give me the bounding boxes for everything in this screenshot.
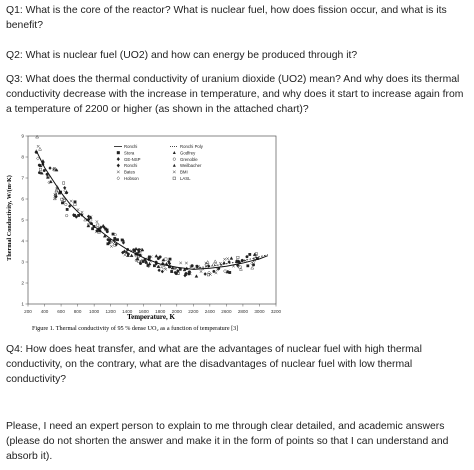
data-point — [121, 239, 123, 241]
data-point — [77, 214, 79, 216]
x-tick-label: 200 — [24, 309, 32, 314]
legend-label: GE-NSP — [124, 156, 141, 162]
data-point — [247, 265, 249, 267]
legend-label: Ronchi — [124, 144, 138, 149]
legend-label: Stora — [124, 150, 135, 156]
data-point — [39, 148, 42, 151]
fit-curve — [36, 151, 267, 270]
legend-symbol — [173, 151, 176, 154]
legend-symbol — [173, 158, 176, 161]
data-point — [111, 241, 114, 244]
y-tick-label: 4 — [21, 239, 24, 245]
question-3: Q3: What does the thermal conductivity of uranium dioxide (UO2) mean? And why does its thermal conductivity decrease with the increase in temperature, and why does it start to increase again from a temperature of 2200 or higher (as shown in the attached chart)? — [6, 74, 464, 115]
data-point — [38, 164, 41, 167]
data-point — [106, 229, 108, 231]
data-point — [158, 269, 161, 272]
y-tick-label: 8 — [21, 155, 24, 161]
x-tick-label: 2600 — [221, 309, 232, 314]
question-4: Q4: How does heat transfer, and what are the advantages of nuclear fuel with high thermal conductivity, on the contrary, what are the disadvantages of nuclear fuel with low thermal conductivity? — [6, 344, 422, 385]
data-point — [251, 266, 254, 269]
data-point — [162, 258, 165, 261]
x-tick-label: 1000 — [89, 309, 100, 314]
data-point — [74, 201, 76, 203]
legend-label: Godfrey — [180, 150, 196, 156]
data-point — [224, 270, 227, 273]
legend-label: Bates — [124, 169, 135, 175]
data-point — [116, 239, 118, 241]
x-tick-label: 2400 — [204, 309, 215, 314]
x-tick-label: 1200 — [105, 309, 116, 314]
data-point — [107, 238, 110, 241]
data-point — [213, 270, 216, 273]
data-point — [132, 248, 135, 251]
x-tick-label: 3000 — [254, 309, 265, 314]
plot-frame — [28, 136, 276, 304]
x-tick-label: 2200 — [188, 309, 199, 314]
data-point — [252, 264, 255, 267]
data-point — [124, 254, 127, 257]
data-point — [65, 203, 68, 206]
data-point — [153, 265, 155, 267]
data-point — [96, 220, 99, 223]
data-point — [239, 268, 242, 271]
x-tick-label: 1600 — [138, 309, 149, 314]
data-point — [164, 268, 167, 271]
x-tick-label: 1400 — [122, 309, 133, 314]
legend-symbol — [117, 157, 120, 160]
data-point — [170, 270, 172, 272]
data-point — [130, 254, 133, 257]
question-2: Q2: What is nuclear fuel (UO2) and how can energy be produced through it? — [6, 50, 358, 61]
y-axis-label: Thermal Conductivity, W/(m·K) — [6, 175, 13, 261]
x-tick-label: 400 — [40, 309, 49, 314]
thermal-conductivity-figure — [6, 128, 286, 333]
data-point — [179, 268, 181, 270]
data-point — [91, 228, 93, 230]
data-point — [214, 260, 217, 263]
data-point — [43, 169, 46, 172]
data-point — [230, 257, 233, 260]
legend-label: Ronchi Poly — [180, 144, 203, 149]
data-point — [226, 257, 229, 260]
data-point — [49, 166, 52, 169]
y-tick-label: 2 — [21, 281, 24, 287]
x-tick-label: 1800 — [155, 309, 166, 314]
thermal-conductivity-chart — [6, 128, 286, 333]
data-point — [249, 253, 251, 255]
data-point — [159, 256, 162, 259]
x-tick-label: 2800 — [237, 309, 249, 314]
data-point — [54, 193, 57, 196]
data-point — [97, 224, 99, 226]
legend-symbol — [117, 151, 120, 154]
data-point — [114, 237, 116, 239]
data-point — [70, 200, 73, 203]
question-1: Q1: What is the core of the reactor? What is nuclear fuel, how does fission occur, and what is its benefit? — [6, 5, 447, 31]
data-point — [185, 262, 188, 265]
legend-symbol — [173, 177, 176, 180]
data-point — [74, 203, 76, 205]
data-point — [246, 255, 249, 258]
y-tick-label: 3 — [21, 260, 24, 266]
data-point — [204, 272, 207, 275]
data-point — [163, 267, 166, 270]
legend-symbol — [117, 164, 120, 167]
data-point — [66, 208, 68, 210]
legend-label: BMI — [180, 169, 188, 175]
x-tick-label: 800 — [73, 309, 82, 314]
data-point — [36, 157, 39, 160]
data-point — [137, 249, 140, 252]
legend-symbol — [117, 177, 120, 180]
y-tick-label: 5 — [21, 218, 24, 224]
data-point — [229, 271, 231, 273]
data-point — [122, 241, 125, 244]
y-tick-label: 7 — [21, 176, 24, 182]
data-point — [165, 258, 167, 260]
legend-label: Weilbacher — [180, 163, 202, 169]
data-point — [177, 270, 180, 273]
data-point — [223, 258, 226, 261]
data-point — [108, 242, 111, 245]
data-point — [65, 214, 68, 217]
data-point — [155, 254, 158, 257]
data-point — [206, 261, 209, 264]
data-point — [110, 245, 113, 248]
data-point — [63, 186, 66, 189]
figure-caption: Figure 1. Thermal conductivity of 95 % dense UO₂ as a function of temperature [3] — [32, 325, 239, 332]
legend-label: LASL — [180, 176, 191, 181]
data-point — [62, 182, 64, 184]
answer-request: Please, I need an expert person to explain to me through clear detailed, and academic answers (please do not shorten the answer and make it in the form of points so that I can understand and absorb it). — [6, 421, 449, 462]
legend-label: Ronchi — [124, 163, 138, 169]
data-point — [200, 270, 203, 273]
y-tick-label: 6 — [21, 197, 24, 203]
x-tick-label: 600 — [57, 309, 65, 314]
data-point — [179, 262, 182, 265]
legend-symbol — [173, 164, 176, 167]
x-tick-label: 2000 — [171, 309, 182, 314]
y-tick-label: 9 — [21, 134, 24, 140]
legend-label: Grenoble — [180, 156, 198, 162]
data-point — [139, 262, 142, 265]
data-point — [38, 171, 41, 174]
legend-label: Hobson — [124, 176, 139, 181]
data-point — [237, 256, 239, 258]
x-tick-label: 3200 — [270, 309, 282, 314]
data-point — [161, 270, 164, 273]
fit-curve-dotted — [193, 255, 267, 269]
data-point — [169, 258, 171, 260]
data-point — [81, 211, 84, 214]
data-point — [195, 275, 198, 278]
legend-symbol — [117, 171, 120, 174]
data-point — [147, 264, 149, 266]
x-axis-label: Temperature, K — [127, 313, 175, 321]
data-point — [37, 145, 40, 148]
y-tick-label: 1 — [21, 302, 24, 308]
data-point — [188, 271, 191, 274]
data-point — [223, 261, 226, 264]
data-point — [39, 168, 41, 170]
legend-symbol — [173, 171, 176, 174]
